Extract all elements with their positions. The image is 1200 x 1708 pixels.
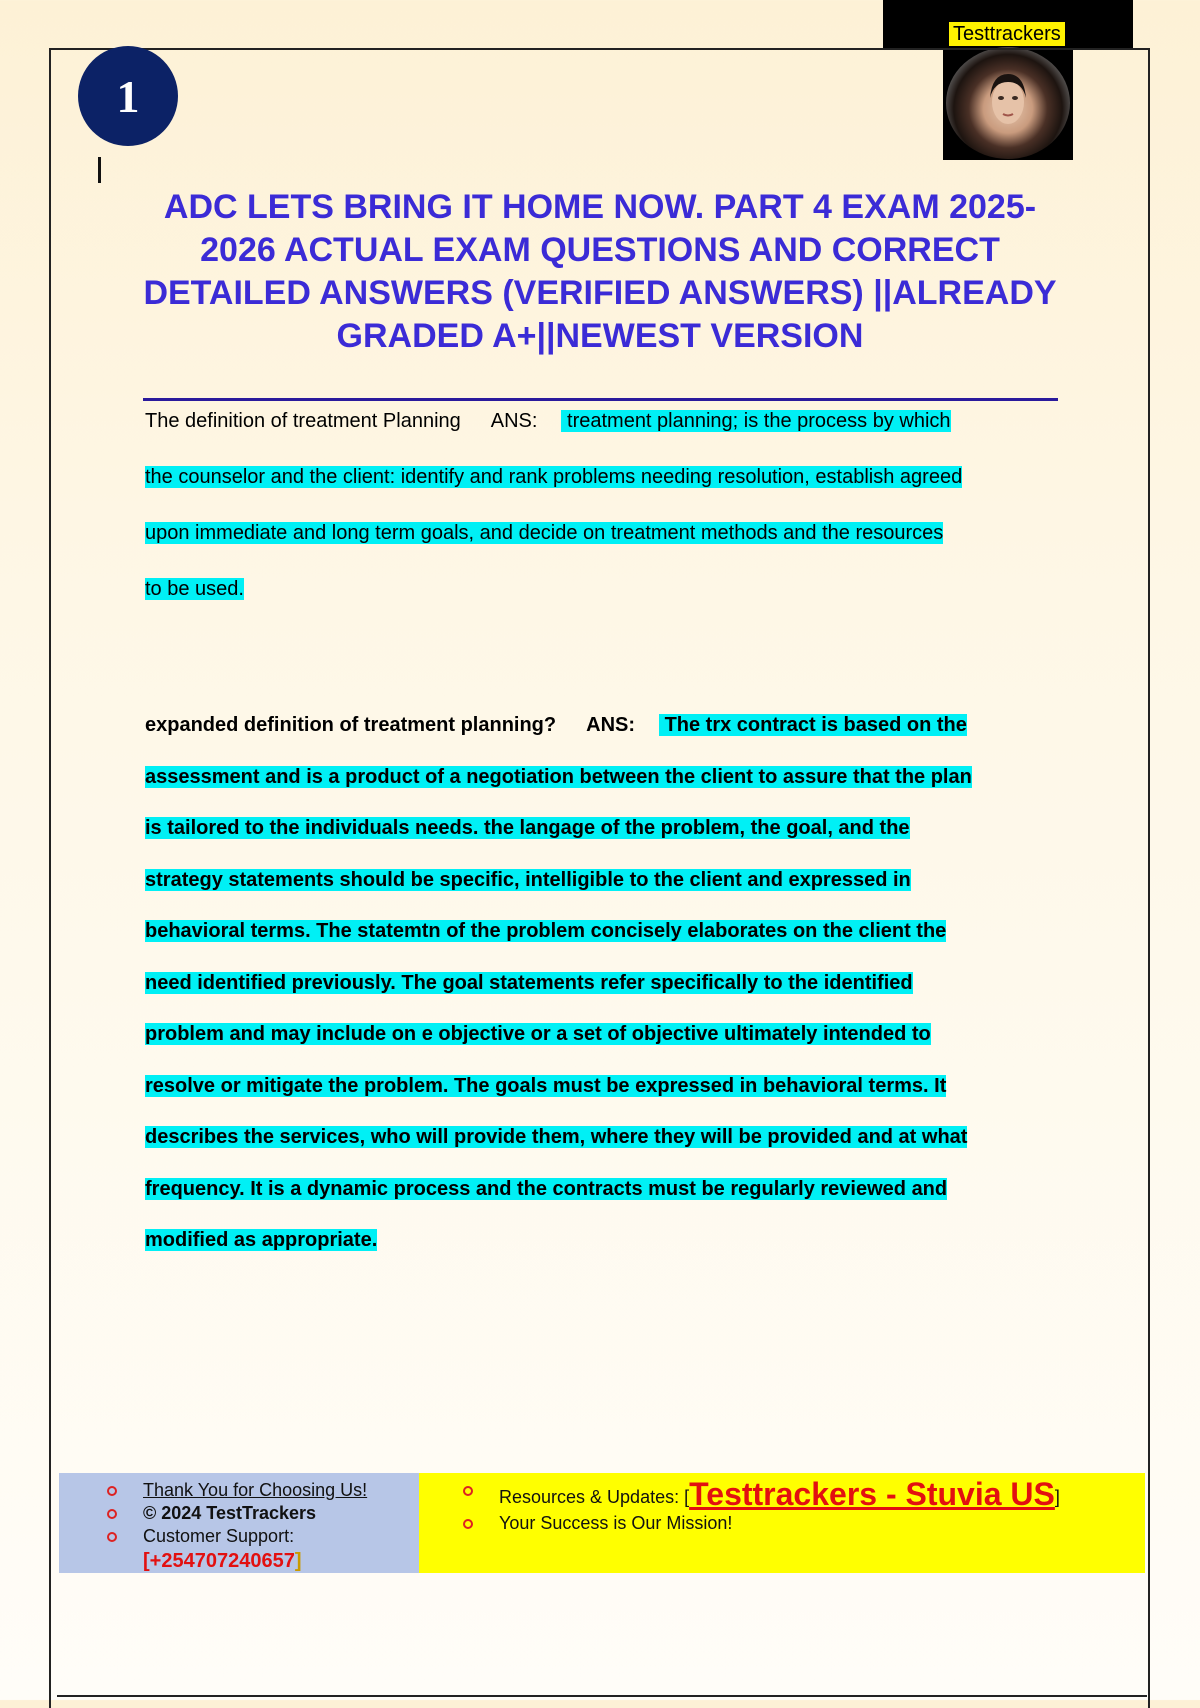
phone-number[interactable]: [+254707240657 bbox=[143, 1550, 295, 1572]
answer-text: modified as appropriate. bbox=[145, 1229, 378, 1251]
document-title: ADC LETS BRING IT HOME NOW. PART 4 EXAM 2025-2026 ACTUAL EXAM QUESTIONS AND CORRECT DETAILED ANSWERS (VERIFIED ANSWERS) ||ALREADY GRADED A+||NEWEST VERSION bbox=[143, 188, 1057, 355]
phone-bracket: ] bbox=[294, 1550, 302, 1572]
footer-left-panel bbox=[59, 1473, 419, 1573]
answer-text: behavioral terms. The statemtn of the problem concisely elaborates on the client the bbox=[145, 920, 947, 942]
answer-text: strategy statements should be specific, intelligible to the client and expressed in bbox=[145, 868, 911, 891]
answer-text: upon immediate and long term goals, and decide on treatment methods and the resources bbox=[145, 522, 944, 544]
qa-line bbox=[145, 906, 1065, 958]
ans-label: ANS: bbox=[586, 714, 636, 736]
qa-line bbox=[145, 700, 1065, 752]
brand-tag: Testtrackers bbox=[949, 22, 1065, 46]
answer-text: the counselor and the client: identify and rank problems needing resolution, establish agreed bbox=[145, 466, 963, 488]
qa-line bbox=[145, 505, 1065, 561]
answer-text: treatment planning; is the process by which bbox=[561, 410, 951, 432]
qa-line bbox=[145, 1112, 1065, 1164]
qa-line bbox=[145, 561, 1065, 617]
support-phone-link[interactable] bbox=[107, 1548, 419, 1574]
question-text: expanded definition of treatment planning? bbox=[145, 714, 557, 736]
mission-text: Your Success is Our Mission! bbox=[463, 1512, 1145, 1535]
copyright-text: © 2024 TestTrackers bbox=[107, 1502, 419, 1525]
page-bottom-rule bbox=[57, 1695, 1147, 1697]
resources-label: Resources & Updates: [ bbox=[499, 1487, 690, 1507]
ans-label: ANS: bbox=[490, 410, 538, 432]
footer-right-panel bbox=[419, 1473, 1145, 1573]
answer-text: resolve or mitigate the problem. The goals must be expressed in behavioral terms. It bbox=[145, 1074, 947, 1097]
page-number-badge: 1 bbox=[78, 46, 178, 146]
answer-text: assessment and is a product of a negotiation between the client to assure that the plan bbox=[145, 765, 972, 788]
resources-item bbox=[463, 1476, 1145, 1512]
footer-left-list bbox=[107, 1479, 419, 1548]
qa-line bbox=[145, 855, 1065, 907]
qa-line bbox=[145, 449, 1065, 505]
qa-line bbox=[145, 1164, 1065, 1216]
qa-line bbox=[145, 1009, 1065, 1061]
qa-line bbox=[145, 1215, 1065, 1267]
answer-text: The trx contract is based on the bbox=[659, 714, 967, 736]
text-cursor bbox=[98, 157, 101, 183]
qa-line bbox=[145, 1061, 1065, 1113]
answer-text: to be used. bbox=[145, 578, 244, 600]
answer-text: frequency. It is a dynamic process and the contracts must be regularly reviewed and bbox=[145, 1177, 948, 1200]
qa-item-1 bbox=[145, 393, 1065, 617]
support-label: Customer Support: bbox=[107, 1525, 419, 1548]
qa-item-2 bbox=[145, 700, 1065, 1267]
resources-bracket: ] bbox=[1054, 1487, 1060, 1507]
answer-text: describes the services, who will provide them, where they will be provided and at what bbox=[145, 1126, 968, 1148]
qa-line bbox=[145, 752, 1065, 804]
answer-text: problem and may include on e objective or a set of objective ultimately intended to bbox=[145, 1023, 931, 1045]
thanks-link[interactable]: Thank You for Choosing Us! bbox=[107, 1479, 419, 1502]
qa-line bbox=[145, 393, 1065, 449]
stuvia-link[interactable]: Testtrackers - Stuvia US bbox=[689, 1476, 1055, 1512]
qa-line bbox=[145, 803, 1065, 855]
question-text: The definition of treatment Planning bbox=[145, 410, 461, 432]
qa-line bbox=[145, 958, 1065, 1010]
answer-text: is tailored to the individuals needs. the langage of the problem, the goal, and the bbox=[145, 817, 910, 839]
answer-text: need identified previously. The goal statements refer specifically to the identified bbox=[145, 971, 913, 994]
footer-right-list bbox=[463, 1476, 1145, 1535]
